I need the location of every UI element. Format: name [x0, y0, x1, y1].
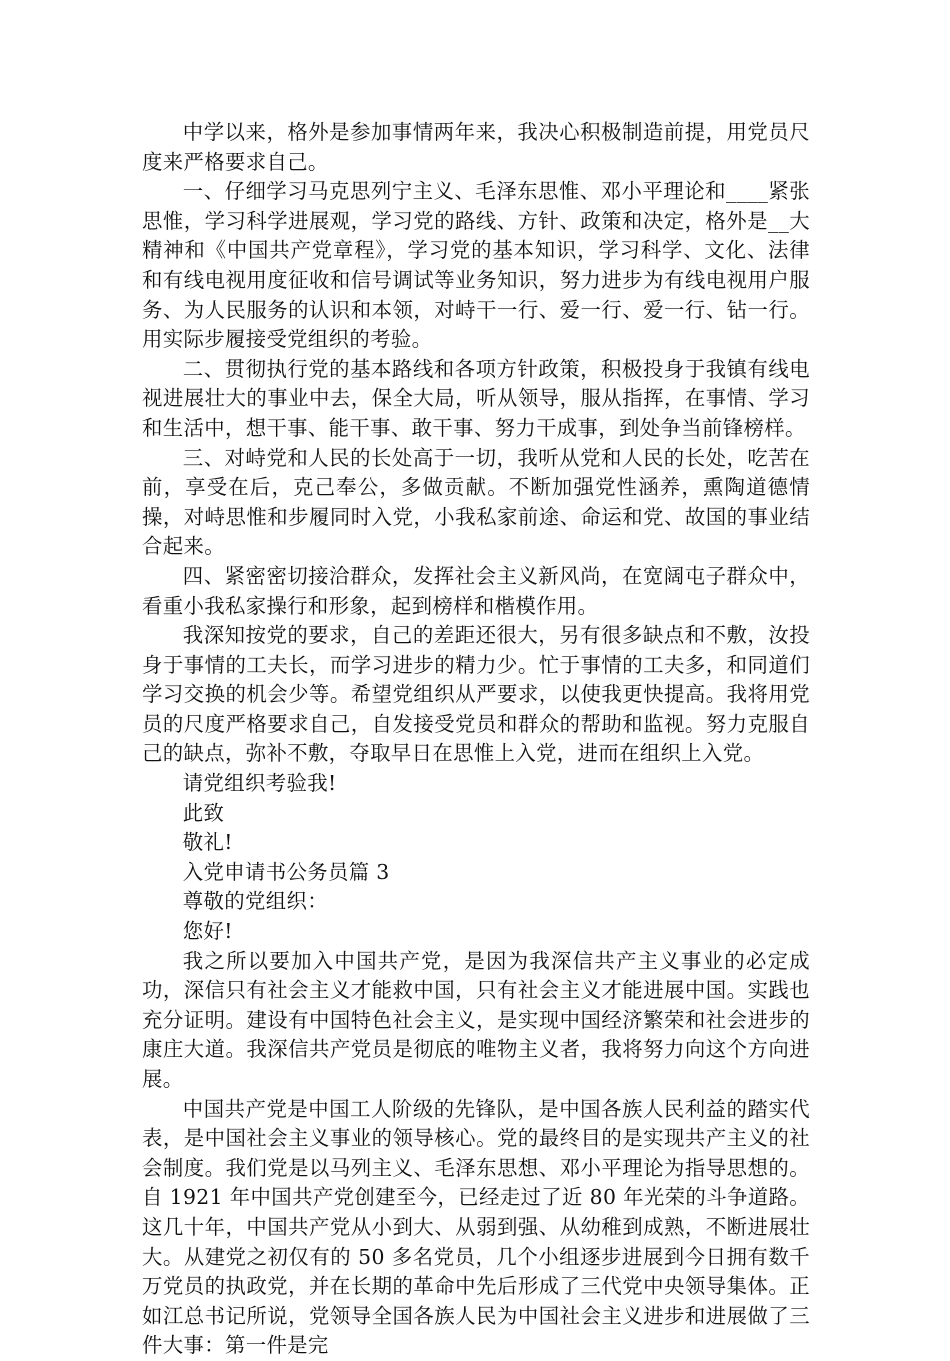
salutation-line: 尊敬的党组织：: [182, 889, 328, 914]
salute-line: 敬礼!: [182, 830, 233, 855]
paragraph-intro: 中学以来，格外是参加事情两年来，我决心积极制造前提，用党员尺度来严格要求自己。: [142, 120, 810, 174]
greeting-line: 您好!: [182, 919, 233, 944]
paragraph-point-two: 二、贯彻执行党的基本路线和各项方针政策，积极投身于我镇有线电视进展壮大的事业中去，保全大局，听从领导，服从指挥，在事情、学习和生活中，想干事、能干事、敢干事、努力干成事，到处争当前锋榜样。: [142, 356, 810, 440]
section-heading: 入党申请书公务员篇 3: [182, 859, 390, 884]
paragraph-point-one: 一、仔细学习马克思列宁主义、毛泽东思惟、邓小平理论和____紧张思惟，学习科学进展观，学习党的路线、方针、政策和决定，格外是__大精神和《中国共产党章程》，学习党的基本知识，学习科学、文化、法律和有线电视用度征收和信号调试等业务知识，努力进步为有线电视用户服务、为人民服务的认识和本领，对峙干一行、爱一行、爱一行、钻一行。用实际步履接受党组织的考验。: [142, 179, 810, 352]
paragraph-point-four: 四、紧密密切接洽群众，发挥社会主义新风尚，在宽阔屯子群众中，看重小我私家操行和形象，起到榜样和楷模作用。: [142, 563, 810, 618]
request-line: 请党组织考验我!: [182, 771, 337, 796]
paragraph-self-assessment: 我深知按党的要求，自己的差距还很大，另有很多缺点和不敷，汝投身于事情的工夫长，而学习进步的精力少。忙于事情的工夫多，和同道们学习交换的机会少等。希望党组织从严要求，以使我更快提高。我将用党员的尺度严格要求自己，自发接受党员和群众的帮助和监视。努力克服自己的缺点，弥补不敷，夺取早日在思惟上入党，进而在组织上入党。: [142, 623, 810, 766]
closing-line: 此致: [182, 800, 225, 825]
document-page: [142, 118, 810, 1361]
paragraph-motivation: 我之所以要加入中国共产党，是因为我深信共产主义事业的必定成功，深信只有社会主义才能救中国，只有社会主义才能进展中国。实践也充分证明。建设有中国特色社会主义，是实现中国经济繁荣和社会进步的康庄大道。我深信共产党员是彻底的唯物主义者，我将努力向这个方向进展。: [142, 948, 810, 1091]
paragraph-party-history: 中国共产党是中国工人阶级的先锋队，是中国各族人民利益的踏实代表，是中国社会主义事业的领导核心。党的最终目的是实现共产主义的社会制度。我们党是以马列主义、毛泽东思想、邓小平理论为指导思想的。自 1921 年中国共产党创建至今，已经走过了近 80 年光荣的斗争道路。这几十年，中国共产党从小到大、从弱到强、从幼稚到成熟，不断进展壮大。从建党之初仅有的 50 多名党员，几个小组逐步进展到今日拥有数千万党员的执政党，并在长期的革命中先后形成了三代党中央领导集体。正如江总书记所说，党领导全国各族人民为中国社会主义进步和进展做了三件大事：第一件是完: [142, 1096, 810, 1358]
paragraph-point-three: 三、对峙党和人民的长处高于一切，我听从党和人民的长处，吃苦在前，享受在后，克己奉公，多做贡献。不断加强党性涵养，熏陶道德情操，对峙思惟和步履同时入党，小我私家前途、命运和党、故国的事业结合起来。: [142, 445, 810, 559]
